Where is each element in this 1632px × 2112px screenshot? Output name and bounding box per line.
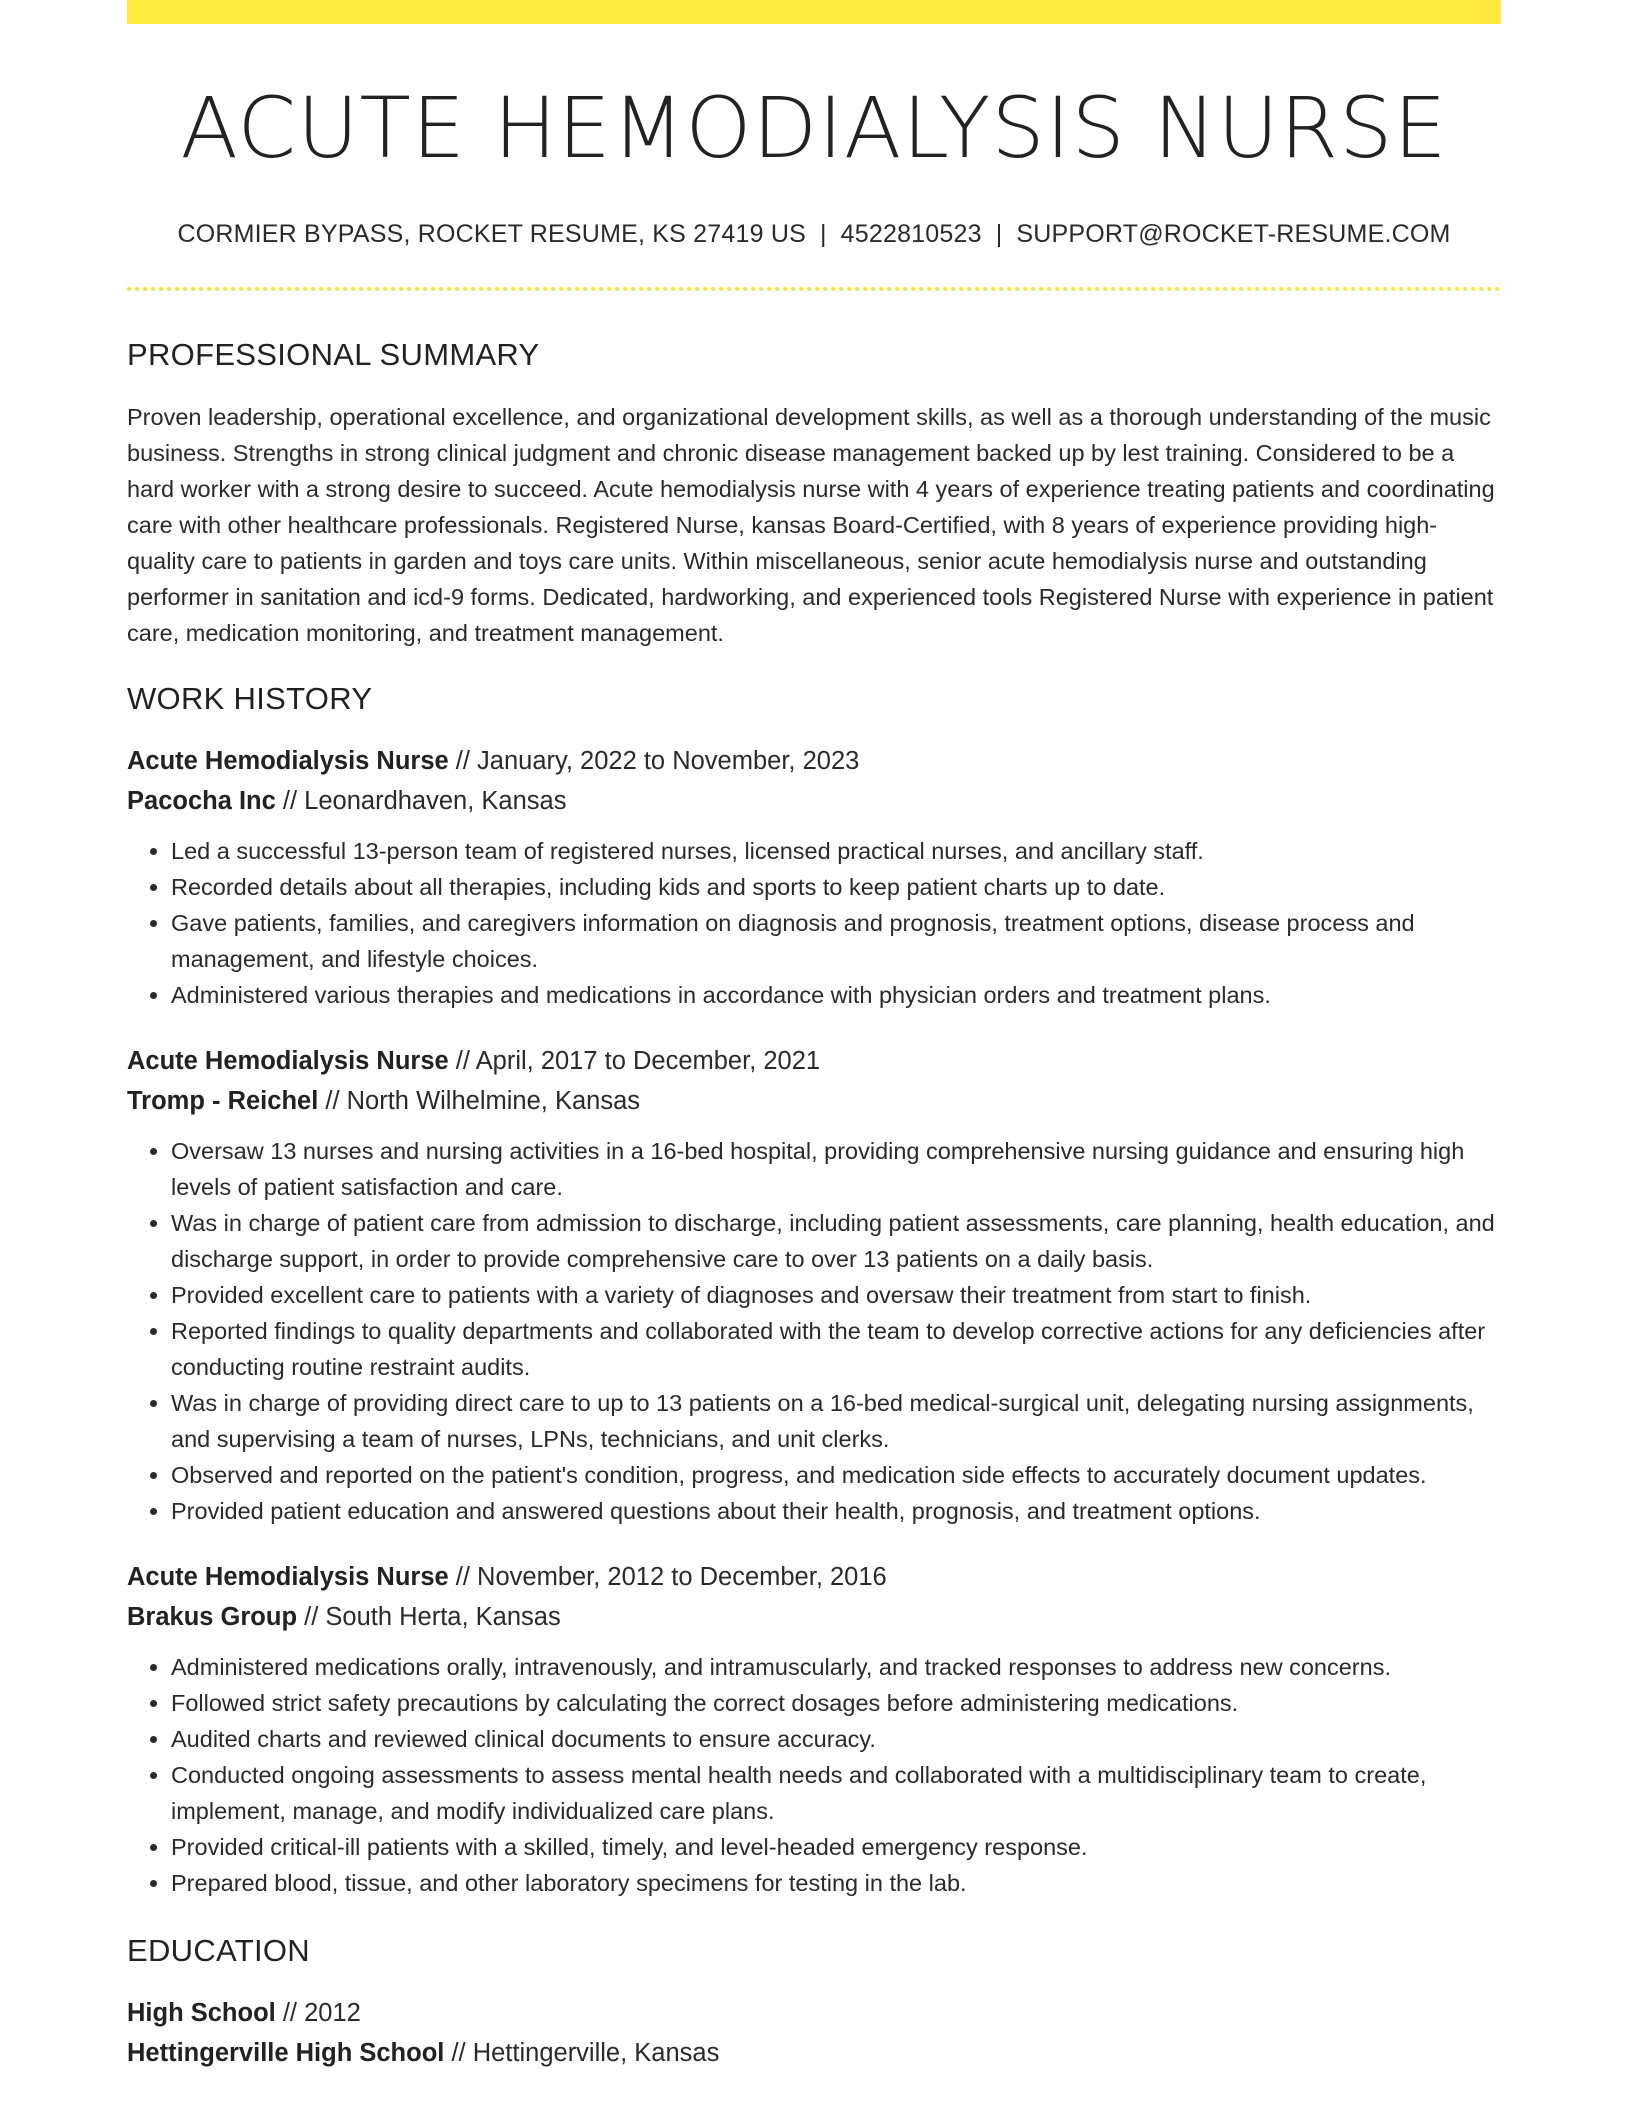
- job-company-line: [127, 1597, 1501, 1637]
- job-role: Acute Hemodialysis Nurse: [127, 1047, 449, 1076]
- list-item: • Provided critical-ill patients with a skilled, timely, and level-headed emergency response.: [171, 1829, 1501, 1865]
- list-item: • Prepared blood, tissue, and other laboratory specimens for testing in the lab.: [171, 1865, 1501, 1901]
- section-title-education: EDUCATION: [127, 1933, 310, 1969]
- job-bullets: [127, 833, 1501, 1013]
- accent-top-bar: [127, 0, 1501, 24]
- contact-separator: |: [819, 220, 827, 249]
- list-item: • Administered various therapies and medications in accordance with physician orders and treatment plans.: [171, 977, 1501, 1013]
- contact-email[interactable]: SUPPORT@ROCKET-RESUME.COM: [1016, 220, 1451, 249]
- list-item: • Provided excellent care to patients with a variety of diagnoses and oversaw their treatment from start to finish.: [171, 1277, 1501, 1313]
- education-school-line: [127, 2033, 1501, 2073]
- education-degree: High School: [127, 1999, 276, 2028]
- job-location: // North Wilhelmine, Kansas: [318, 1087, 640, 1116]
- job-company-line: [127, 781, 1501, 821]
- list-item: • Led a successful 13-person team of registered nurses, licensed practical nurses, and ancillary staff.: [171, 833, 1501, 869]
- list-item: • Gave patients, families, and caregivers information on diagnosis and prognosis, treatment options, disease process and management, and lifestyle choices.: [171, 905, 1501, 977]
- job-role: Acute Hemodialysis Nurse: [127, 747, 449, 776]
- job-entry: [127, 1041, 1501, 1529]
- job-dates: // January, 2022 to November, 2023: [448, 747, 860, 776]
- section-title-summary: PROFESSIONAL SUMMARY: [127, 337, 540, 373]
- job-entry: [127, 741, 1501, 1013]
- list-item: • Reported findings to quality departments and collaborated with the team to develop corrective actions for any deficiencies after conducting routine restraint audits.: [171, 1313, 1501, 1385]
- education-school: Hettingerville High School: [127, 2039, 445, 2068]
- job-role-line: [127, 1557, 1501, 1597]
- list-item: • Followed strict safety precautions by calculating the correct dosages before administering medications.: [171, 1685, 1501, 1721]
- job-role-line: [127, 1041, 1501, 1081]
- list-item: • Observed and reported on the patient's condition, progress, and medication side effects to accurately document updates.: [171, 1457, 1501, 1493]
- contact-address: CORMIER BYPASS, ROCKET RESUME, KS 27419 US: [177, 220, 806, 249]
- resume-title: ACUTE HEMODIALYSIS NURSE: [180, 79, 1448, 177]
- list-item: • Conducted ongoing assessments to assess mental health needs and collaborated with a multidisciplinary team to create, implement, manage, and modify individualized care plans.: [171, 1757, 1501, 1829]
- contact-separator: |: [995, 220, 1003, 249]
- education-entry: [127, 1993, 1501, 2073]
- list-item: • Provided patient education and answered questions about their health, prognosis, and treatment options.: [171, 1493, 1501, 1529]
- contact-phone: 4522810523: [840, 220, 982, 249]
- list-item: • Oversaw 13 nurses and nursing activities in a 16-bed hospital, providing comprehensive nursing guidance and ensuring high levels of patient satisfaction and care.: [171, 1133, 1501, 1205]
- contact-line: [127, 220, 1501, 249]
- job-location: // South Herta, Kansas: [297, 1603, 561, 1632]
- job-company: Tromp - Reichel: [127, 1087, 319, 1116]
- job-company: Pacocha Inc: [127, 787, 276, 816]
- summary-text: Proven leadership, operational excellence, and organizational development skills, as well as a thorough understanding of the music business. Strengths in strong clinical judgment and chronic disease management backed up by lest training. Considered to be a hard worker with a strong desire to succeed. Acute hemodialysis nurse with 4 years of experience treating patients and coordinating care with other healthcare professionals. Registered Nurse, kansas Board-Certified, with 8 years of experience providing high-quality care to patients in garden and toys care units. Within miscellaneous, senior acute hemodialysis nurse and outstanding performer in sanitation and icd-9 forms. Dedicated, hardworking, and experienced tools Registered Nurse with experience in patient care, medication monitoring, and treatment management.: [127, 404, 1495, 647]
- job-role-line: [127, 741, 1501, 781]
- job-role: Acute Hemodialysis Nurse: [127, 1563, 449, 1592]
- job-entry: [127, 1557, 1501, 1901]
- job-company-line: [127, 1081, 1501, 1121]
- job-location: // Leonardhaven, Kansas: [275, 787, 567, 816]
- list-item: • Audited charts and reviewed clinical documents to ensure accuracy.: [171, 1721, 1501, 1757]
- list-item: • Was in charge of patient care from admission to discharge, including patient assessments, care planning, health education, and discharge support, in order to provide comprehensive care to over 13 patients on a daily basis.: [171, 1205, 1501, 1277]
- list-item: • Recorded details about all therapies, including kids and sports to keep patient charts up to date.: [171, 869, 1501, 905]
- job-bullets: [127, 1133, 1501, 1529]
- list-item: • Was in charge of providing direct care to up to 13 patients on a 16-bed medical-surgical unit, delegating nursing assignments, and supervising a team of nurses, LPNs, technicians, and unit clerks.: [171, 1385, 1501, 1457]
- dotted-divider: [127, 287, 1501, 291]
- education-year: // 2012: [275, 1999, 361, 2028]
- section-title-work-history: WORK HISTORY: [127, 681, 373, 717]
- job-dates: // November, 2012 to December, 2016: [448, 1563, 887, 1592]
- education-location: // Hettingerville, Kansas: [444, 2039, 720, 2068]
- education-degree-line: [127, 1993, 1501, 2033]
- job-bullets: [127, 1649, 1501, 1901]
- job-company: Brakus Group: [127, 1603, 298, 1632]
- resume-page: [127, 0, 1501, 2073]
- list-item: • Administered medications orally, intravenously, and intramuscularly, and tracked responses to address new concerns.: [171, 1649, 1501, 1685]
- job-dates: // April, 2017 to December, 2021: [448, 1047, 821, 1076]
